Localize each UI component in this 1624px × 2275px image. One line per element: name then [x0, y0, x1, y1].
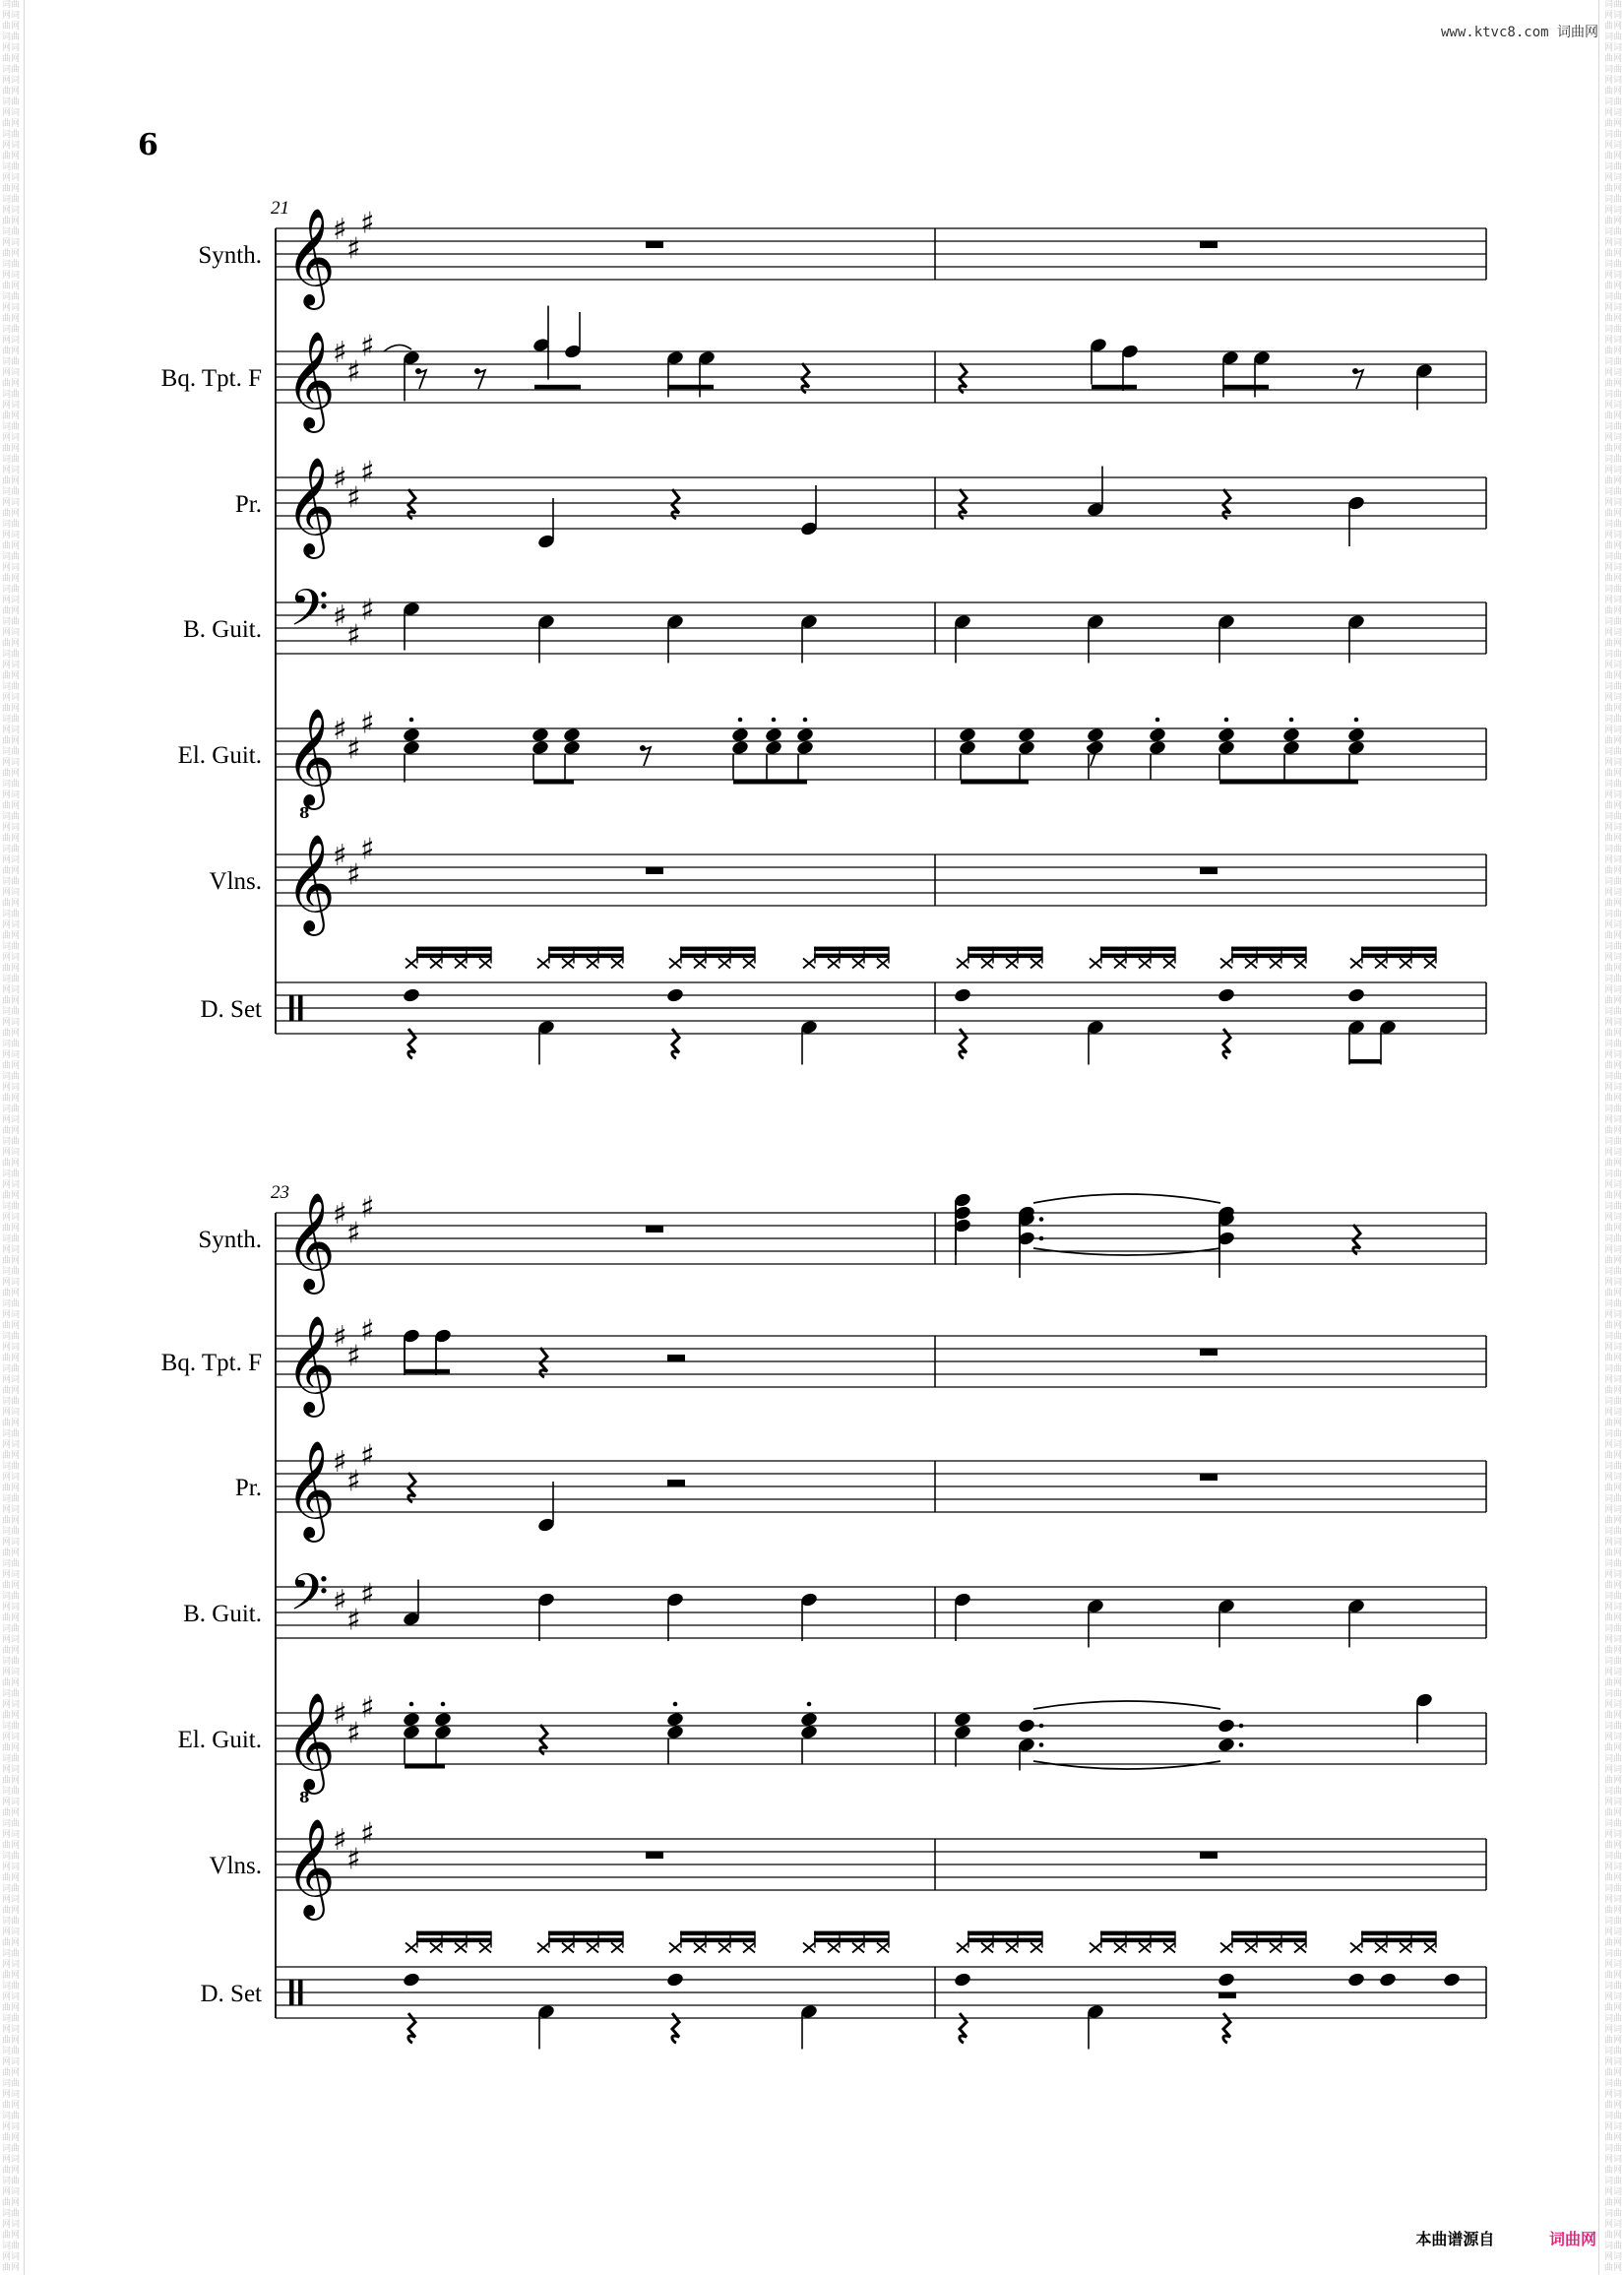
hihat-note [718, 1943, 730, 1953]
whole-rest [1200, 867, 1218, 874]
quarter-rest [1353, 1225, 1360, 1254]
key-signature-sharp: ♯ [333, 1445, 347, 1480]
beam [1231, 1931, 1306, 1936]
hihat-note [587, 959, 598, 969]
half-rest [667, 1355, 685, 1361]
hihat-note [1400, 959, 1411, 969]
whole-rest [646, 241, 663, 248]
key-signature-sharp: ♯ [333, 839, 347, 873]
beam [533, 780, 574, 785]
instrument-label: Vlns. [209, 1853, 262, 1879]
chord [1017, 1718, 1035, 1735]
hihat-note [743, 1943, 755, 1953]
beam [968, 1931, 1042, 1936]
treble-clef: 𝄞 [285, 331, 336, 429]
half-rest [1218, 1992, 1236, 1998]
hihat-note [1139, 1943, 1151, 1953]
key-signature-sharp: ♯ [360, 455, 375, 490]
hihat-note [1294, 959, 1306, 969]
staccato [409, 718, 414, 723]
footer-source-label: 本曲谱源自 [1415, 2230, 1495, 2248]
hihat-note [430, 1943, 442, 1953]
hihat-note [981, 1943, 993, 1953]
instrument-label: B. Guit. [183, 616, 262, 643]
hihat-note [1006, 1943, 1018, 1953]
hihat-note [1270, 1943, 1281, 1953]
hihat-note [479, 1943, 491, 1953]
percussion-clef [298, 1980, 303, 2005]
hihat-note [1139, 959, 1151, 969]
beam [548, 1938, 623, 1943]
dot [1239, 1724, 1244, 1729]
key-signature-sharp: ♯ [360, 1816, 375, 1852]
eighth-rest [477, 370, 485, 389]
hihat-note [1424, 1943, 1436, 1953]
quarter-rest [960, 363, 967, 393]
key-signature-sharp: ♯ [333, 1320, 347, 1355]
whole-rest [1200, 241, 1218, 248]
instrument-label: B. Guit. [183, 1601, 262, 1627]
beam [814, 954, 889, 959]
hihat-note [455, 959, 467, 969]
hihat-note [669, 959, 681, 969]
beam [1349, 1059, 1381, 1064]
instrument-label: Synth. [198, 242, 262, 269]
instrument-label: El. Guit. [177, 1727, 262, 1753]
beam [1100, 947, 1175, 952]
staccato [1289, 718, 1294, 723]
key-signature-sharp: ♯ [333, 1823, 347, 1858]
key-signature-sharp: ♯ [360, 1438, 375, 1474]
beam [1361, 947, 1436, 952]
hihat-note [669, 1943, 681, 1953]
tie [1033, 1194, 1220, 1203]
instrument-label: El. Guit. [177, 742, 262, 769]
key-signature-sharp: ♯ [360, 206, 375, 241]
quarter-rest [802, 363, 809, 393]
hihat-note [803, 1943, 815, 1953]
key-signature-sharp: ♯ [346, 480, 361, 516]
beam [1231, 947, 1306, 952]
instrument-label: Pr. [234, 1475, 262, 1501]
hihat-note [803, 959, 815, 969]
octave-eight-marker: 8 [299, 1789, 310, 1806]
hihat-note [957, 1943, 968, 1953]
dot [1039, 1236, 1044, 1241]
beam [1219, 780, 1358, 785]
hihat-note [406, 1943, 417, 1953]
key-signature-sharp: ♯ [346, 1716, 361, 1751]
top-watermark-site: 词曲网 [1557, 25, 1598, 40]
instrument-label: Vlns. [209, 868, 262, 895]
beam [1223, 385, 1269, 390]
key-signature-sharp: ♯ [346, 857, 361, 893]
dot [1039, 1742, 1044, 1747]
beam [814, 1931, 889, 1936]
hihat-note [852, 1943, 864, 1953]
percussion-clef [289, 995, 294, 1021]
beam [680, 1931, 755, 1936]
hihat-note [694, 1943, 706, 1953]
instrument-label: D. Set [200, 996, 262, 1023]
hihat-note [1163, 959, 1175, 969]
hihat-note [828, 1943, 840, 1953]
hihat-note [694, 959, 706, 969]
instrument-label: D. Set [200, 1981, 262, 2007]
tie [384, 345, 411, 351]
beam [1100, 1931, 1175, 1936]
beam [548, 1931, 623, 1936]
chord [1217, 1718, 1235, 1735]
beam [1231, 954, 1306, 959]
hihat-note [1375, 1943, 1387, 1953]
key-signature-sharp: ♯ [346, 1603, 361, 1638]
hihat-note [1090, 1943, 1101, 1953]
hihat-note [1031, 1943, 1042, 1953]
beam [680, 947, 755, 952]
instrument-label: Bq. Tpt. F [160, 1350, 262, 1376]
key-signature-sharp: ♯ [360, 832, 375, 867]
hihat-note [1220, 959, 1232, 969]
key-signature-sharp: ♯ [346, 354, 361, 390]
beam [1100, 954, 1175, 959]
page-number: 6 [138, 128, 158, 162]
key-signature-sharp: ♯ [333, 713, 347, 747]
quarter-rest [408, 1473, 415, 1502]
beam [968, 947, 1042, 952]
beam [416, 947, 491, 952]
treble-clef: 𝄞 [285, 1818, 336, 1917]
treble-clef: 𝄞 [285, 708, 336, 806]
beam [814, 947, 889, 952]
hihat-note [981, 959, 993, 969]
hihat-note [455, 1943, 467, 1953]
quarter-rest [1223, 489, 1230, 519]
quarter-rest [672, 489, 679, 519]
whole-rest [1200, 1349, 1218, 1356]
beam [548, 947, 623, 952]
beam [680, 1938, 755, 1943]
hihat-note [611, 1943, 623, 1953]
beam [1100, 1938, 1175, 1943]
treble-clef: 𝄞 [285, 457, 336, 555]
key-signature-sharp: ♯ [346, 1842, 361, 1877]
hihat-note [1350, 1943, 1362, 1953]
treble-clef: 𝄞 [285, 1315, 336, 1414]
hihat-note [1163, 1943, 1175, 1953]
measure-number: 21 [271, 198, 289, 219]
hihat-note [1424, 959, 1436, 969]
beam [1361, 1938, 1436, 1943]
whole-rest [646, 1226, 663, 1232]
hihat-note [957, 959, 968, 969]
treble-clef: 𝄞 [285, 1192, 336, 1291]
percussion-clef [298, 995, 303, 1021]
bass-clef: 𝄢 [289, 1562, 329, 1634]
hihat-note [1375, 959, 1387, 969]
beam [1092, 385, 1137, 390]
hihat-note [718, 959, 730, 969]
hihat-note [852, 959, 864, 969]
hihat-note [1294, 1943, 1306, 1953]
beam [405, 1764, 445, 1769]
staccato [673, 1702, 678, 1707]
staccato [409, 1702, 414, 1707]
key-signature-sharp: ♯ [360, 1577, 375, 1612]
beam [534, 385, 581, 390]
key-signature-sharp: ♯ [333, 213, 347, 247]
snare-note [953, 987, 971, 1004]
beam [668, 385, 714, 390]
eighth-rest-x [418, 370, 426, 389]
percussion-clef [289, 1980, 294, 2005]
tie [1033, 1761, 1220, 1769]
hihat-note [562, 1943, 574, 1953]
snare-note [1217, 987, 1235, 1004]
key-signature-sharp: ♯ [346, 731, 361, 767]
staccato [738, 718, 743, 723]
key-signature-sharp: ♯ [333, 336, 347, 370]
beam [548, 954, 623, 959]
hihat-note [877, 1943, 889, 1953]
hihat-note [479, 959, 491, 969]
hihat-note [1245, 959, 1257, 969]
measure-number: 23 [271, 1182, 289, 1203]
key-signature-sharp: ♯ [346, 618, 361, 654]
instrument-label: Pr. [234, 491, 262, 518]
snare-note [953, 1972, 971, 1989]
beam [814, 1938, 889, 1943]
snare-note [1217, 1972, 1235, 1989]
key-signature-sharp: ♯ [360, 593, 375, 628]
snare-note [402, 987, 420, 1004]
whole-rest [1200, 1474, 1218, 1481]
beam [961, 780, 1029, 785]
dot [1239, 1742, 1244, 1747]
treble-clef: 𝄞 [285, 208, 336, 306]
treble-clef: 𝄞 [285, 1692, 336, 1791]
snare-note [1346, 1972, 1365, 1989]
hihat-note [877, 959, 889, 969]
staccato [441, 1702, 446, 1707]
hihat-note [611, 959, 623, 969]
footer [1415, 2227, 1596, 2249]
whole-rest [646, 1852, 663, 1859]
beam [680, 954, 755, 959]
quarter-rest [540, 1348, 547, 1377]
half-rest [667, 1480, 685, 1486]
snare-note [665, 987, 684, 1004]
quarter-rest [960, 489, 967, 519]
hihat-note [406, 959, 417, 969]
key-signature-sharp: ♯ [346, 231, 361, 267]
key-signature-sharp: ♯ [333, 462, 347, 496]
hihat-note [1220, 1943, 1232, 1953]
dot [1039, 1217, 1044, 1222]
staccato [807, 1702, 812, 1707]
key-signature-sharp: ♯ [346, 1339, 361, 1374]
hihat-note [1270, 959, 1281, 969]
key-signature-sharp: ♯ [360, 329, 375, 364]
bass-clef: 𝄢 [289, 578, 329, 650]
hihat-note [537, 1943, 549, 1953]
beam [1361, 1931, 1436, 1936]
key-signature-sharp: ♯ [346, 1216, 361, 1251]
instrument-label: Bq. Tpt. F [160, 365, 262, 392]
octave-eight-marker: 8 [299, 804, 310, 822]
hihat-note [1114, 1943, 1126, 1953]
beam [968, 954, 1042, 959]
staccato [1354, 718, 1359, 723]
snare-note [1442, 1972, 1461, 1989]
eighth-rest [1355, 370, 1363, 389]
instrument-label: Synth. [198, 1227, 262, 1253]
hihat-note [587, 1943, 598, 1953]
footer-site-name: 词曲网 [1548, 2230, 1596, 2248]
hihat-note [537, 959, 549, 969]
key-signature-sharp: ♯ [333, 600, 347, 634]
snare-note [665, 1972, 684, 1989]
beam [968, 1938, 1042, 1943]
key-signature-sharp: ♯ [333, 1697, 347, 1732]
eighth-rest [643, 747, 651, 766]
whole-rest [1200, 1852, 1218, 1859]
hihat-note [1006, 959, 1018, 969]
snare-note [1378, 1972, 1397, 1989]
staccato [1224, 718, 1229, 723]
hihat-note [1400, 1943, 1411, 1953]
quarter-rest [540, 1725, 547, 1754]
top-watermark-url: www.ktvc8.com [1440, 25, 1549, 40]
hihat-note [1090, 959, 1101, 969]
treble-clef: 𝄞 [285, 1440, 336, 1539]
hihat-note [1114, 959, 1126, 969]
hihat-note [1031, 959, 1042, 969]
hihat-note [562, 959, 574, 969]
key-signature-sharp: ♯ [360, 1690, 375, 1726]
key-signature-sharp: ♯ [360, 706, 375, 741]
tie [1033, 1701, 1220, 1709]
right-watermark-strip: 词曲网词曲网词曲网词曲网词曲网词曲网词曲网词曲网词曲网词曲网词曲网词曲网词曲网词曲网词曲网词曲网词曲网词曲网词曲网词曲网词曲网词曲网词曲网词曲网词曲网词曲网词曲网词曲网词曲网词曲网词曲网词曲网词曲网词曲网词曲网词曲网词曲网词曲网词曲网词曲网词曲网词曲网词曲网词曲网词曲网词曲网词曲网词曲网词曲网词曲网词曲网词曲网词曲网词曲网词曲网词曲网词曲网词曲网词曲网词曲网词曲网词曲网词曲网词曲网词曲网词曲网词曲网词曲网词曲网词曲网词曲网词曲网词曲网词曲网词曲网词曲网词曲网词曲网词曲网词曲网词曲网词曲网词曲网词曲网词曲网词曲网词曲网词曲网词曲网词曲网词曲网词曲网词曲网词曲网词曲网词曲网词曲网词曲网词曲网词曲网词曲网词曲网词曲网词曲网词曲网词曲网词曲网词曲网词曲网词曲网词曲网词曲网词曲网词曲网词曲网词曲网词曲网词曲网词曲网词曲网词曲网词曲网词曲网词曲网词曲网词曲网词曲网词曲网词曲网词曲网词曲网词曲网词曲网词曲网词曲网词曲网词曲网词曲网词曲网词曲网 [1603, 0, 1622, 2273]
key-signature-sharp: ♯ [346, 1464, 361, 1499]
hihat-note [430, 959, 442, 969]
beam [1361, 954, 1436, 959]
snare-note [1346, 987, 1365, 1004]
beam [733, 780, 807, 785]
dot [1039, 1724, 1044, 1729]
quarter-rest [408, 489, 415, 519]
whole-rest [646, 867, 663, 874]
treble-clef: 𝄞 [285, 834, 336, 932]
hihat-note [1350, 959, 1362, 969]
hihat-note [743, 959, 755, 969]
staccato [1156, 718, 1160, 723]
hihat-note [828, 959, 840, 969]
left-watermark-strip: 词曲网词曲网词曲网词曲网词曲网词曲网词曲网词曲网词曲网词曲网词曲网词曲网词曲网词曲网词曲网词曲网词曲网词曲网词曲网词曲网词曲网词曲网词曲网词曲网词曲网词曲网词曲网词曲网词曲网词曲网词曲网词曲网词曲网词曲网词曲网词曲网词曲网词曲网词曲网词曲网词曲网词曲网词曲网词曲网词曲网词曲网词曲网词曲网词曲网词曲网词曲网词曲网词曲网词曲网词曲网词曲网词曲网词曲网词曲网词曲网词曲网词曲网词曲网词曲网词曲网词曲网词曲网词曲网词曲网词曲网词曲网词曲网词曲网词曲网词曲网词曲网词曲网词曲网词曲网词曲网词曲网词曲网词曲网词曲网词曲网词曲网词曲网词曲网词曲网词曲网词曲网词曲网词曲网词曲网词曲网词曲网词曲网词曲网词曲网词曲网词曲网词曲网词曲网词曲网词曲网词曲网词曲网词曲网词曲网词曲网词曲网词曲网词曲网词曲网词曲网词曲网词曲网词曲网词曲网词曲网词曲网词曲网词曲网词曲网词曲网词曲网词曲网词曲网词曲网词曲网词曲网词曲网词曲网词曲网词曲网词曲网词曲网词曲网词曲网词曲网 [1, 0, 20, 2273]
key-signature-sharp: ♯ [333, 1197, 347, 1232]
beam [416, 1938, 491, 1943]
beam [405, 1369, 450, 1374]
key-signature-sharp: ♯ [360, 1313, 375, 1349]
staccato [772, 718, 777, 723]
beam [1231, 1938, 1306, 1943]
key-signature-sharp: ♯ [360, 1190, 375, 1226]
key-signature-sharp: ♯ [333, 1584, 347, 1618]
beam [416, 954, 491, 959]
hihat-note [1245, 1943, 1257, 1953]
beam [416, 1931, 491, 1936]
snare-note [402, 1972, 420, 1989]
staccato [803, 718, 808, 723]
